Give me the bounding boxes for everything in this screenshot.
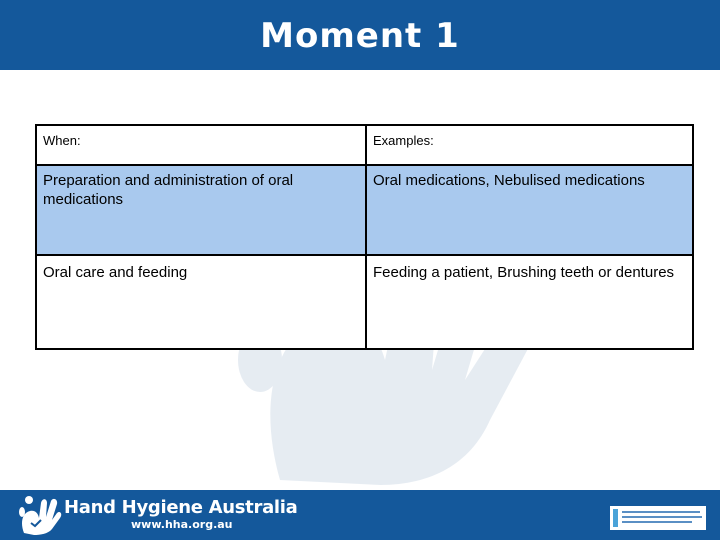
cell-when: Preparation and administration of oral medications [36, 165, 366, 255]
title-bar [0, 0, 720, 70]
cell-when: Oral care and feeding [36, 255, 366, 349]
brand-name: Hand Hygiene Australia [64, 497, 298, 518]
brand-url: www.hha.org.au [131, 518, 233, 531]
cell-examples: Feeding a patient, Brushing teeth or dentures [366, 255, 693, 349]
hand-print-icon [18, 493, 62, 535]
column-header-examples: Examples: [366, 125, 693, 165]
page-title: Moment 1 [260, 16, 460, 56]
moment-table [35, 124, 694, 350]
column-header-when: When: [36, 125, 366, 165]
table-row [36, 255, 693, 349]
cell-examples: Oral medications, Nebulised medications [366, 165, 693, 255]
partner-logo-icon [610, 506, 706, 530]
table-row [36, 165, 693, 255]
table-header-row [36, 125, 693, 165]
